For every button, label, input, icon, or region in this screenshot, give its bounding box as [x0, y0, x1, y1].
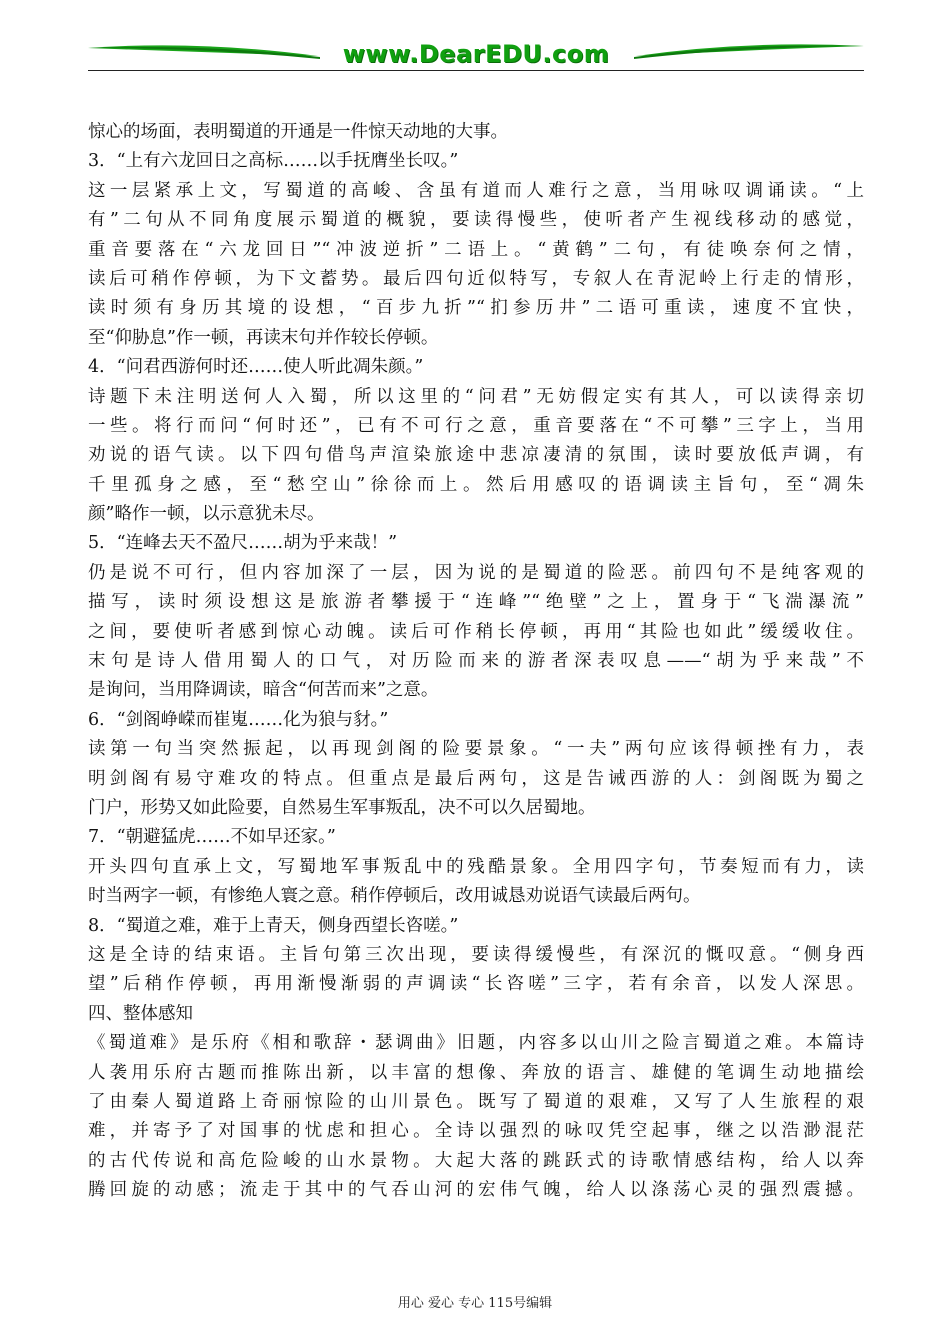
text-line: 劝说的语气读。以下四句借鸟声渲染旅途中悲凉凄清的氛围，读时要放低声调，有	[88, 445, 864, 466]
text-line: 之间，要使听者感到惊心动魄。读后可作稍长停顿，再用“其险也如此”缓缓收住。	[88, 621, 864, 642]
text-line: 3．“上有六龙回日之高标……以手抚膺坐长叹。”	[88, 151, 459, 172]
text-line: 6．“剑阁峥嵘而崔嵬……化为狼与豺。”	[88, 709, 389, 730]
page-footer: 用心 爱心 专心 115号编辑	[397, 1296, 553, 1311]
text-line: 了由秦人蜀道路上奇丽惊险的山川景色。既写了蜀道的艰难，又写了人生旅程的艰	[88, 1091, 864, 1112]
text-line: 末句是诗人借用蜀人的口气，对历险而来的游者深表叹息——“胡为乎来哉”不	[88, 651, 864, 672]
text-line: 7．“朝避猛虎……不如早还家。”	[88, 827, 336, 848]
text-line: 一些。将行而问“何时还”，已有不可行之意，重音要落在“不可攀”三字上，当用	[88, 415, 864, 436]
text-line: 《蜀道难》是乐府《相和歌辞・瑟调曲》旧题，内容多以山川之险言蜀道之难。本篇诗	[88, 1033, 864, 1054]
text-line: 颜”略作一顿，以示意犹未尽。	[88, 504, 325, 525]
site-logo[interactable]: www.DearEDU.com	[342, 40, 610, 68]
text-line: 明剑阁有易守难攻的特点。但重点是最后两句，这是告诫西游的人：剑阁既为蜀之	[88, 768, 864, 789]
text-line: 8．“蜀道之难，难于上青天，侧身西望长咨嗟。”	[88, 915, 459, 936]
text-line: 开头四句直承上文，写蜀地军事叛乱中的残酷景象。全用四字句，节奏短而有力，读	[88, 856, 864, 877]
text-line: 千里孤身之感，至“愁空山”徐徐而上。然后用感叹的语调读主旨句，至“凋朱	[88, 474, 864, 495]
text-line: 重音要落在“六龙回日”“冲波逆折”二语上。“黄鹤”二句，有徒唤奈何之情，	[88, 239, 864, 260]
document-body	[88, 118, 864, 1205]
header-divider	[88, 70, 864, 71]
text-line: 四、整体感知	[88, 1003, 193, 1024]
text-line: 望”后稍作停顿，再用渐慢渐弱的声调读“长咨嗟”三字，若有余音，以发人深思。	[88, 974, 864, 995]
text-line: 读时须有身历其境的设想，“百步九折”“扪参历井”二语可重读，速度不宜快，	[88, 298, 864, 319]
text-line: 这是全诗的结束语。主旨句第三次出现，要读得缓慢些，有深沉的慨叹意。“侧身西	[88, 944, 864, 965]
text-line: 的古代传说和高危险峻的山水景物。大起大落的跳跃式的诗歌情感结构，给人以奔	[88, 1150, 864, 1171]
text-line: 诗题下未注明送何人入蜀，所以这里的“问君”无妨假定实有其人，可以读得亲切	[88, 386, 864, 407]
text-line: 5．“连峰去天不盈尺……胡为乎来哉！”	[88, 533, 398, 554]
text-line: 读后可稍作停顿，为下文蓄势。最后四句近似特写，专叙人在青泥岭上行走的情形，	[88, 268, 864, 289]
text-line: 仍是说不可行，但内容加深了一层，因为说的是蜀道的险恶。前四句不是纯客观的	[88, 562, 864, 583]
text-line: 4．“问君西游何时还……使人听此凋朱颜。”	[88, 357, 424, 378]
text-line: 腾回旋的动感；流走于其中的气吞山河的宏伟气魄，给人以涤荡心灵的强烈震撼。	[88, 1180, 864, 1201]
text-line: 门户，形势又如此险要，自然易生军事叛乱，决不可以久居蜀地。	[88, 797, 596, 818]
text-line: 有”二句从不同角度展示蜀道的概貌，要读得慢些，使听者产生视线移动的感觉，	[88, 210, 864, 231]
text-line: 至“仰胁息”作一顿，再读末句并作较长停顿。	[88, 327, 439, 348]
text-line: 读第一句当突然振起，以再现剑阁的险要景象。“一夫”两句应该得顿挫有力，表	[88, 739, 864, 760]
text-line: 人袭用乐府古题而推陈出新，以丰富的想像、奔放的语言、雄健的笔调生动地描绘	[88, 1062, 864, 1083]
text-line: 是询问，当用降调读，暗含“何苦而来”之意。	[88, 680, 439, 701]
text-line: 这一层紧承上文，写蜀道的高峻、含虽有道而人难行之意，当用咏叹调诵读。“上	[88, 180, 864, 201]
text-line: 描写，读时须设想这是旅游者攀援于“连峰”“绝壁”之上，置身于“飞湍瀑流”	[88, 592, 864, 613]
page-header	[88, 38, 864, 72]
text-line: 时当两字一顿，有惨绝人寰之意。稍作停顿后，改用诚恳劝说语气读最后两句。	[88, 886, 701, 907]
text-line: 难，并寄予了对国事的忧虑和担心。全诗以强烈的咏叹凭空起事，继之以浩渺混茫	[88, 1121, 864, 1142]
text-line: 惊心的场面，表明蜀道的开通是一件惊天动地的大事。	[88, 122, 508, 142]
